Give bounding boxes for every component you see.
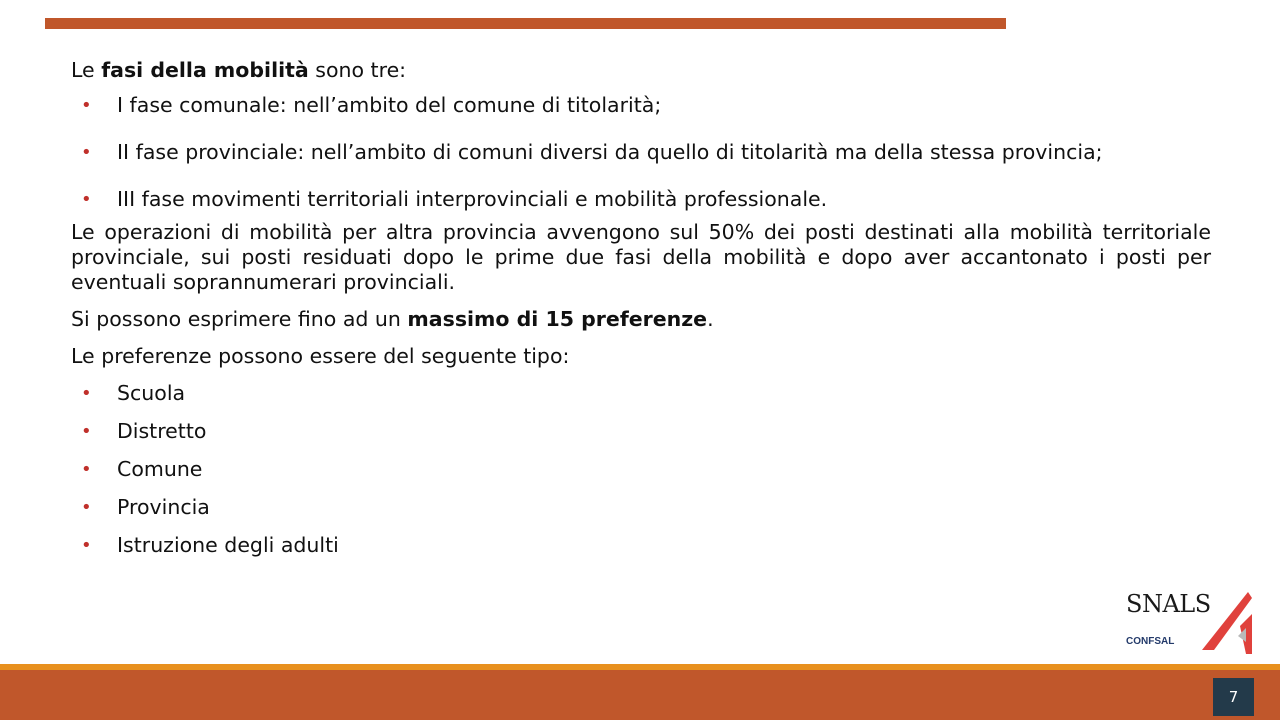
list-item [71, 533, 1211, 558]
logo-sub: CONFSAL [1126, 636, 1175, 647]
intro-bold: fasi della mobilità [101, 58, 309, 82]
snals-mark-icon [1200, 592, 1256, 654]
logo-name: SNALS [1126, 590, 1211, 618]
list-item [71, 457, 1211, 482]
footer-band [0, 664, 1280, 720]
intro-line [71, 58, 1211, 83]
list-item [71, 140, 1211, 165]
preference-type: Provincia [117, 495, 210, 519]
preference-type: Scuola [117, 381, 186, 405]
phase-text: I fase comunale: nell’ambito del comune di titolarità; [117, 93, 662, 117]
bullet-icon: • [81, 95, 92, 116]
intro-prefix: Le [71, 58, 102, 82]
snals-logo [1124, 590, 1256, 656]
preference-type: Comune [117, 457, 203, 481]
preference-type: Distretto [117, 419, 207, 443]
bullet-icon: • [81, 535, 92, 556]
preferences-prefix: Si possono esprimere fino ad un [71, 307, 408, 331]
intro-suffix: sono tre: [308, 58, 407, 82]
preferences-bold: massimo di 15 preferenze [407, 307, 708, 331]
preferences-line [71, 307, 1211, 332]
bullet-icon: • [81, 189, 92, 210]
types-intro: Le preferenze possono essere del seguente tipo: [71, 344, 570, 368]
preference-types-list [71, 381, 1211, 558]
phases-list [71, 93, 1211, 212]
list-item [71, 187, 1211, 212]
list-item [71, 381, 1211, 406]
preferences-suffix: . [707, 307, 714, 331]
list-item [71, 495, 1211, 520]
top-accent-bar [45, 18, 1006, 29]
bullet-icon: • [81, 142, 92, 163]
list-item [71, 419, 1211, 444]
page-number: 7 [1213, 678, 1254, 716]
phase-text: II fase provinciale: nell’ambito di comuni diversi da quello di titolarità ma della stessa provincia; [117, 140, 1103, 164]
bullet-icon: • [81, 497, 92, 518]
footer-stripe [0, 664, 1280, 670]
list-item [71, 93, 1211, 118]
operations-paragraph: Le operazioni di mobilità per altra provincia avvengono sul 50% dei posti destinati alla mobilità territoriale provinciale, sui posti residuati dopo le prime due fasi della mobilità e dopo aver accantonato i posti per eventuali soprannumerari provinciali. [71, 220, 1211, 294]
bullet-icon: • [81, 459, 92, 480]
bullet-icon: • [81, 383, 92, 404]
slide-content [71, 58, 1211, 571]
preference-type: Istruzione degli adulti [117, 533, 339, 557]
phase-text: III fase movimenti territoriali interprovinciali e mobilità professionale. [117, 187, 828, 211]
bullet-icon: • [81, 421, 92, 442]
